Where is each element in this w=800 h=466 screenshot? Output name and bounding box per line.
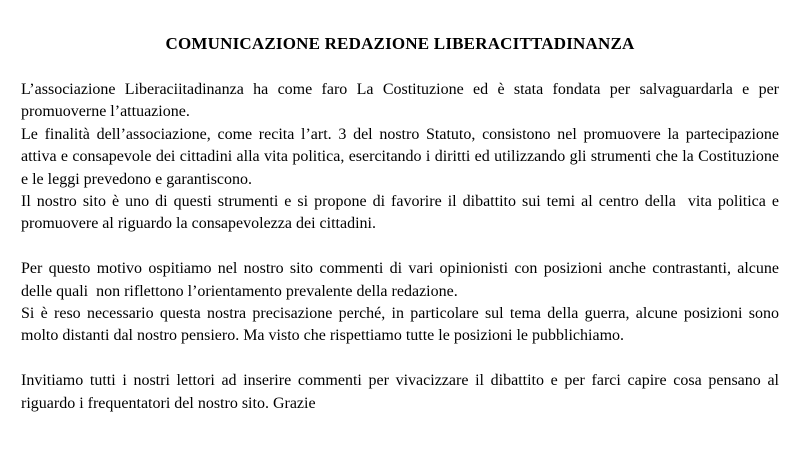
paragraph-statute-goals: Le finalità dell’associazione, come recita l’art. 3 del nostro Statuto, consistono nel promuovere la partecipazione attiva e consapevole dei cittadini alla vita politica, esercitando i diritti ed utilizzando gli strumenti che la Costituzione e le leggi prevedono e garantiscono. [21,125,783,188]
paragraph-clarification-war: Si è reso necessario questa nostra precisazione perché, in particolare sul tema della guerra, alcune posizioni sono molto distanti dal nostro pensiero. Ma visto che rispettiamo tutte le posizioni le pubblichiamo. [21,305,787,345]
paragraph-site-purpose: Il nostro sito è uno di questi strumenti e si propone di favorire il dibattito sui temi al centro della vita politica e promuovere al riguardo la consapevolezza dei cittadini. [21,193,783,233]
document-title: COMUNICAZIONE REDAZIONE LIBERACITTADINANZA [165,34,635,53]
paragraph-association-intro: L’associazione Liberaciitadinanza ha come faro La Costituzione ed è stata fondata per salvaguardarla e per promuoverne l’attuazione. [21,81,783,121]
paragraph-opinions-hosted: Per questo motivo ospitiamo nel nostro sito commenti di vari opinionisti con posizioni anche contrastanti, alcune delle quali non riflettono l’orientamento prevalente della redazione. [21,260,783,300]
paragraph-invitation-comments: Invitiamo tutti i nostri lettori ad inserire commenti per vivacizzare il dibattito e per farci capire cosa pensano al riguardo i frequentatori del nostro sito. Grazie [21,372,783,412]
